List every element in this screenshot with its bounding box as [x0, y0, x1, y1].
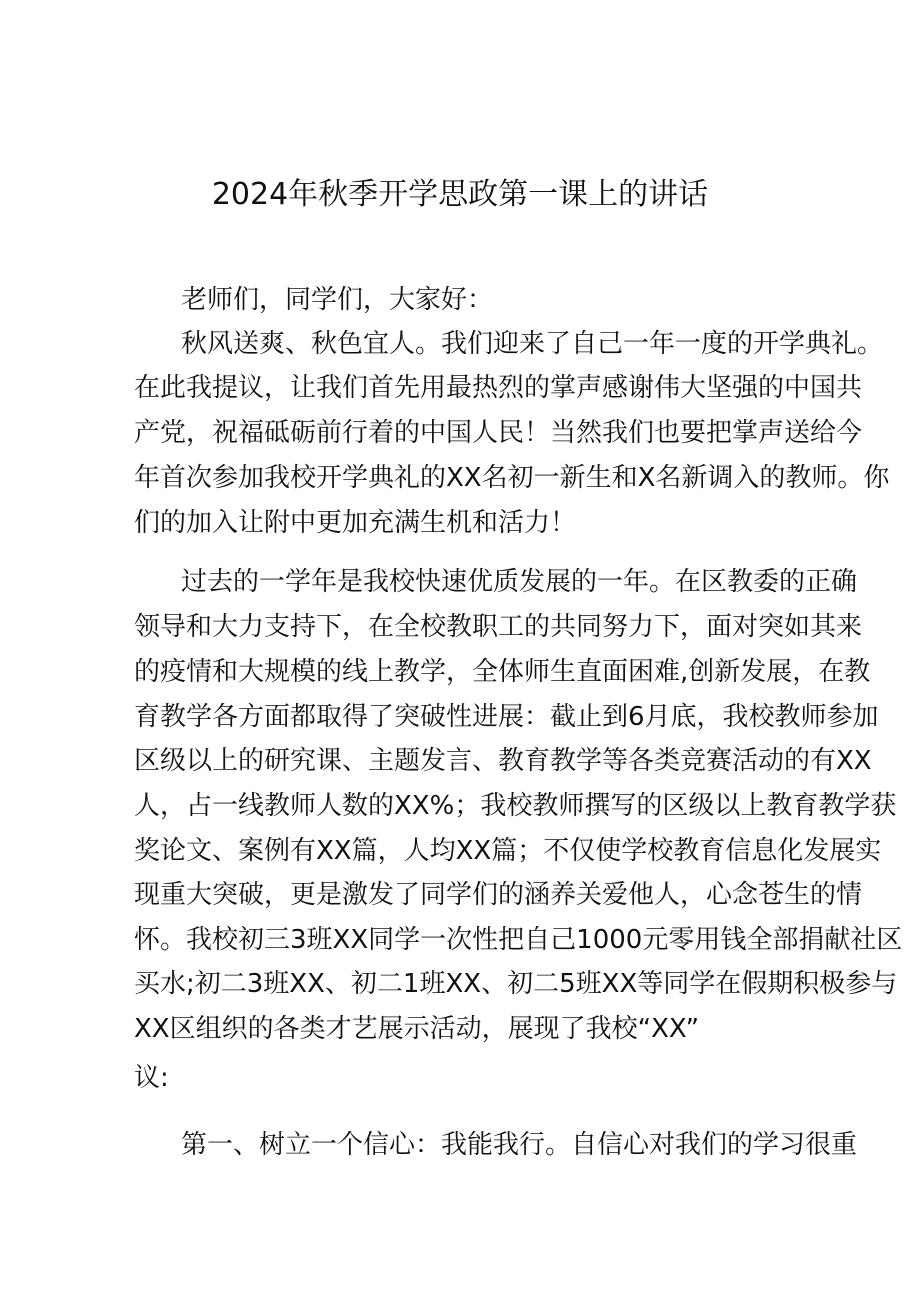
paragraph-line: XX区组织的各类才艺展示活动，展现了我校“XX”: [134, 1014, 700, 1044]
paragraph-line: 买水;初二3班XX、初二1班XX、初二5班XX等同学在假期积极参与: [134, 969, 898, 999]
paragraph-line: 产党，祝福砥砺前行着的中国人民！当然我们也要把掌声送给今: [134, 418, 863, 448]
paragraph-line: 第一、树立一个信心：我能我行。自信心对我们的学习很重: [181, 1130, 858, 1160]
paragraph-line: 育教学各方面都取得了突破性进展：截止到6月底，我校教师参加: [134, 702, 879, 732]
paragraph-line: 过去的一学年是我校快速优质发展的一年。在区教委的正确: [181, 567, 858, 597]
paragraph-line: 怀。我校初三3班XX同学一次性把自己1000元零用钱全部捐献社区: [134, 925, 903, 955]
document-title: 2024年秋季开学思政第一课上的讲话: [211, 177, 709, 212]
paragraph-line: 区级以上的研究课、主题发言、教育教学等各类竞赛活动的有XX: [134, 746, 872, 776]
paragraph-line: 们的加入让附中更加充满生机和活力！: [134, 508, 577, 538]
paragraph-line: 秋风送爽、秋色宜人。我们迎来了自己一年一度的开学典礼。: [181, 329, 884, 359]
paragraph-line: 领导和大力支持下，在全校教职工的共同努力下，面对突如其来: [134, 612, 863, 642]
paragraph-line: 年首次参加我校开学典礼的XX名初一新生和X名新调入的教师。你: [134, 463, 890, 493]
greeting-line: 老师们，同学们，大家好：: [181, 285, 494, 315]
paragraph-line: 人，占一线教师人数的XX%；我校教师撰写的区级以上教育教学获: [134, 791, 897, 821]
paragraph-line: 议:: [134, 1063, 169, 1093]
paragraph-line: 现重大突破，更是激发了同学们的涵养关爱他人，心念苍生的情: [134, 880, 863, 910]
paragraph-line: 奖论文、案例有XX篇，人均XX篇；不仅使学校教育信息化发展实: [134, 836, 882, 866]
paragraph-line: 在此我提议，让我们首先用最热烈的掌声感谢伟大坚强的中国共: [134, 373, 863, 403]
paragraph-line: 的疫情和大规模的线上教学，全体师生直面困难,创新发展，在教: [134, 657, 871, 687]
